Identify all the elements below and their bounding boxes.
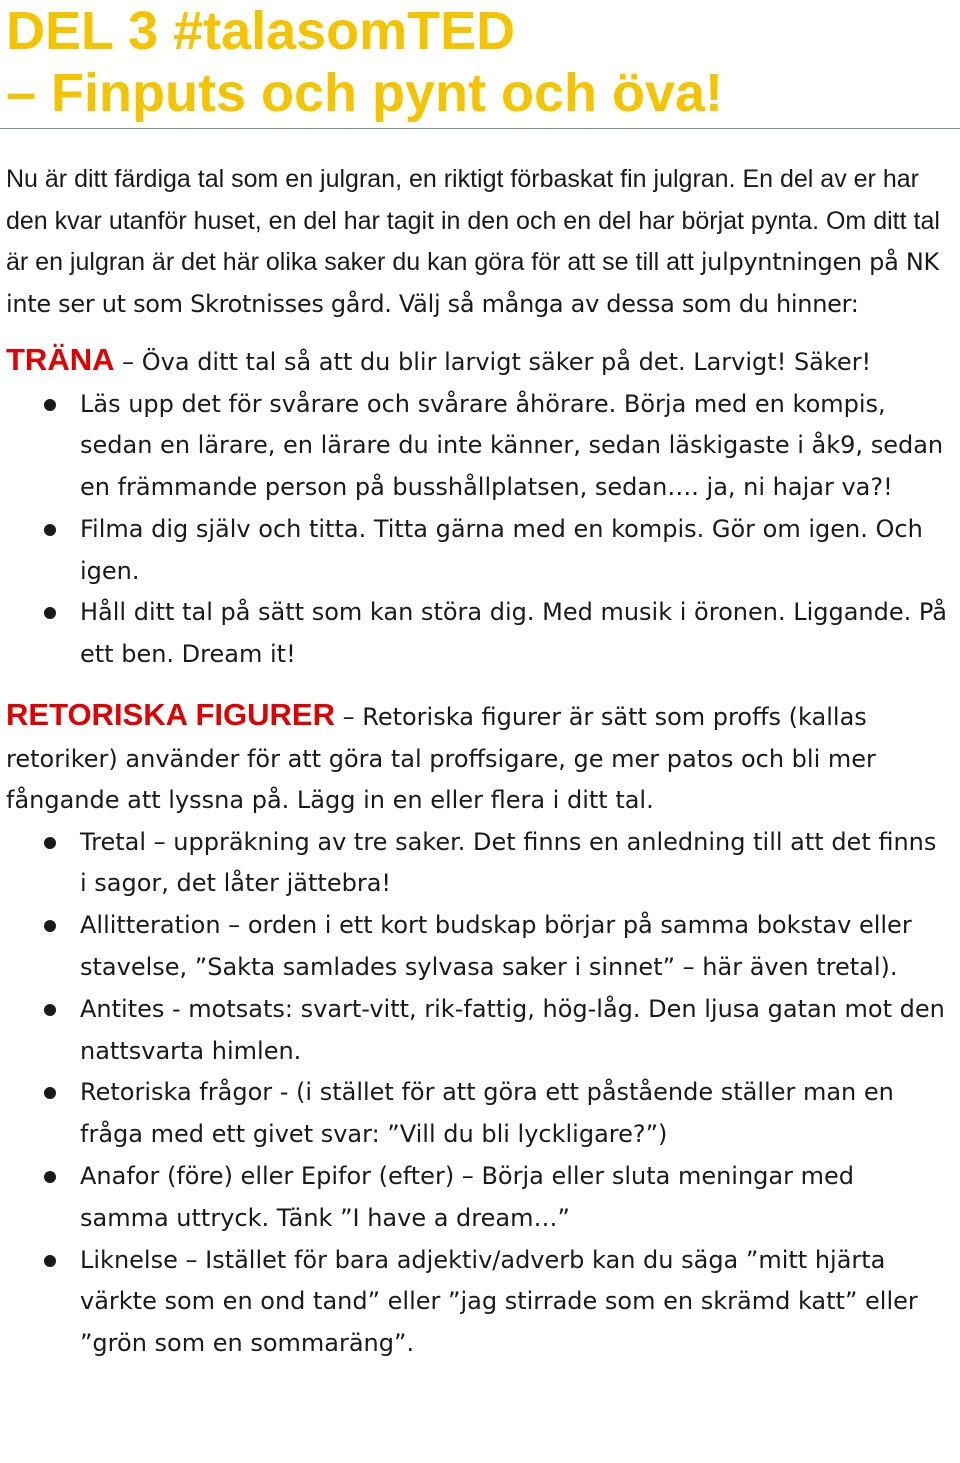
page-title-line-2: – Finputs och pynt och öva!	[6, 63, 724, 123]
list-item-text: Filma dig själv och titta. Titta gärna med en kompis. Gör om igen. Och igen.	[80, 514, 923, 585]
list-item	[6, 989, 952, 1073]
list-item-text: Retoriska frågor - (i stället för att göra ett påstående ställer man en fråga med ett givet svar: ”Vill du bli lyckligare?”)	[80, 1078, 894, 1149]
intro-paragraph	[6, 159, 952, 325]
list-item	[6, 1156, 952, 1240]
list-item-text: Anafor (före) eller Epifor (efter) – Börja eller sluta meningar med samma uttryck. Tänk ”I have a dream…”	[80, 1161, 854, 1232]
list-item-text: Liknelse – Istället för bara adjektiv/adverb kan du säga ”mitt hjärta värkte som en ond tand” eller ”jag stirrade som en skrämd katt” eller ”grön som en sommaräng”.	[80, 1245, 918, 1358]
bullet-icon	[44, 607, 56, 619]
bullet-icon	[44, 1004, 56, 1016]
intro-text-part-2: julpyntningen på NK inte ser ut som Skrotnisses gård. Välj så många av dessa som du hinner:	[6, 248, 939, 318]
retoriska-paragraph	[6, 694, 952, 822]
page-title	[6, 0, 952, 124]
list-item	[6, 509, 952, 593]
list-item	[6, 905, 952, 989]
bullet-icon	[44, 1171, 56, 1183]
trana-heading: TRÄNA	[6, 342, 115, 377]
retoriska-heading: RETORISKA FIGURER	[6, 697, 335, 733]
retoriska-list	[6, 822, 952, 1365]
list-item	[6, 1240, 952, 1365]
intro-text-part-1: Nu är ditt färdiga tal som en julgran, en riktigt förbaskat fin julgran. En del av er har den kvar utanför huset, en del har tagit in den och en del har börjat pynta. Om ditt tal är en julgran är det här olika saker du kan göra för att se till att	[6, 165, 940, 276]
bullet-icon	[44, 837, 56, 849]
list-item	[6, 1072, 952, 1156]
bullet-icon	[44, 920, 56, 932]
list-item	[6, 592, 952, 676]
list-item-text: Håll ditt tal på sätt som kan störa dig. Med musik i öronen. Liggande. På ett ben. Dream it!	[80, 598, 947, 669]
list-item-text: Läs upp det för svårare och svårare åhörare. Börja med en kompis, sedan en lärare, en lärare du inte känner, sedan läskigaste i åk9, sedan en främmande person på busshållplatsen, sedan…. ja, ni hajar va?!	[80, 389, 944, 502]
page-title-line-1: DEL 3 #talasomTED	[6, 1, 516, 61]
list-item-text: Allitteration – orden i ett kort budskap börjar på samma bokstav eller stavelse, ”Sakta samlades sylvasa saker i sinnet” – här även tretal).	[80, 911, 912, 981]
list-item	[6, 822, 952, 906]
bullet-icon	[44, 399, 56, 411]
trana-list	[6, 384, 952, 677]
trana-text: – Öva ditt tal så att du blir larvigt säker på det. Larvigt! Säker!	[114, 348, 872, 376]
bullet-icon	[44, 1087, 56, 1099]
title-divider	[0, 128, 960, 129]
trana-paragraph	[6, 339, 952, 384]
list-item-text: Tretal – uppräkning av tre saker. Det finns en anledning till att det finns i sagor, det låter jättebra!	[80, 827, 937, 898]
list-item	[6, 384, 952, 509]
bullet-icon	[44, 1255, 56, 1267]
list-item-text: Antites - motsats: svart-vitt, rik-fattig, hög-låg. Den ljusa gatan mot den nattsvarta himlen.	[80, 994, 945, 1065]
bullet-icon	[44, 524, 56, 536]
retoriska-text: – Retoriska figurer är sätt som proffs (kallas retoriker) använder för att göra tal proffsigare, ge mer patos och bli mer fångande att lyssna på. Lägg in en eller flera i ditt tal.	[6, 703, 876, 815]
